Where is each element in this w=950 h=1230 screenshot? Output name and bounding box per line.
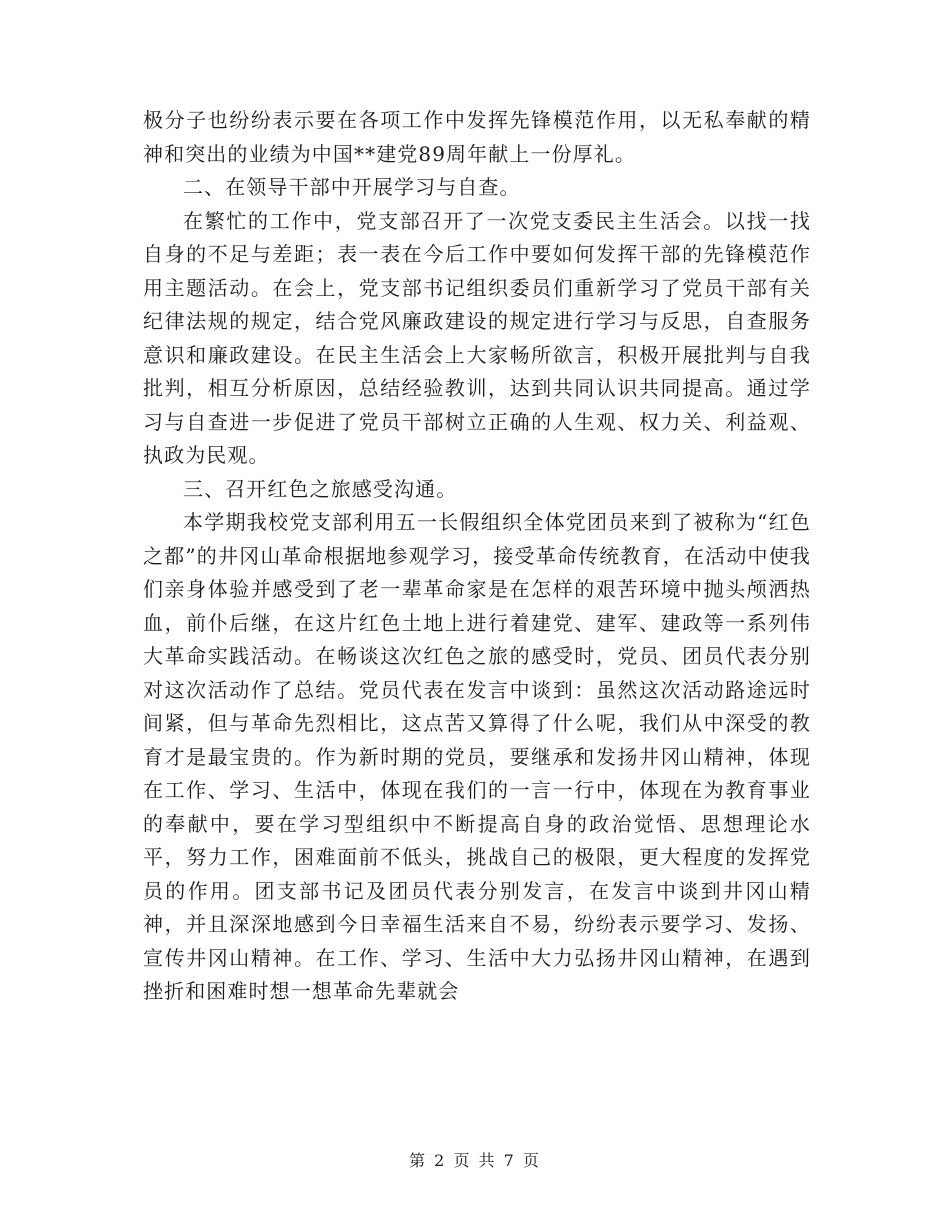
section-heading-2: 二、在领导干部中开展学习与自查。 [183, 175, 521, 199]
paragraph-self-review: 在繁忙的工作中，党支部召开了一次党支委民主生活会。以找一找自身的不足与差距；表一表在今后工作中要如何发挥干部的先锋模范作用主题活动。在会上，党支部书记组织委员们重新学习了党员干部有关纪律法规的规定，结合党风廉政建设的规定进行学习与反思，自查服务意识和廉政建设。在民主生活会上大家畅所欲言，积极开展批判与自我批判，相互分析原因，总结经验教训，达到共同认识共同提高。通过学习与自查进一步促进了党员干部树立正确的人生观、权力关、利益观、执政为民观。 [143, 208, 811, 467]
document-body [143, 104, 811, 1009]
paragraph-continuation: 极分子也纷纷表示要在各项工作中发挥先锋模范作用，以无私奉献的精神和突出的业绩为中国**建党89周年献上一份厚礼。 [143, 108, 811, 166]
page-number-footer: 第 2 页 共 7 页 [409, 1151, 541, 1170]
paragraph-red-tour: 本学期我校党支部利用五一长假组织全体党团员来到了被称为“红色之都”的井冈山革命根据地参观学习，接受革命传统教育，在活动中使我们亲身体验并感受到了老一辈革命家是在怎样的艰苦环境中抛头颅洒热血，前仆后继，在这片红色土地上进行着建党、建军、建政等一系列伟大革命实践活动。在畅谈这次红色之旅的感受时，党员、团员代表分别对这次活动作了总结。党员代表在发言中谈到：虽然这次活动路途远时间紧，但与革命先烈相比，这点苦又算得了什么呢，我们从中深受的教育才是最宝贵的。作为新时期的党员，要继承和发扬井冈山精神，体现在工作、学习、生活中，体现在我们的一言一行中，体现在为教育事业的奉献中，要在学习型组织中不断提高自身的政治觉悟、思想理论水平，努力工作，困难面前不低头，挑战自己的极限，更大程度的发挥党员的作用。团支部书记及团员代表分别发言，在发言中谈到井冈山精神，并且深深地感到今日幸福生活来自不易，纷纷表示要学习、发扬、宣传井冈山精神。在工作、学习、生活中大力弘扬井冈山精神，在遇到挫折和困难时想一想革命先辈就会 [143, 510, 811, 1003]
section-heading-3: 三、召开红色之旅感受沟通。 [183, 476, 458, 501]
